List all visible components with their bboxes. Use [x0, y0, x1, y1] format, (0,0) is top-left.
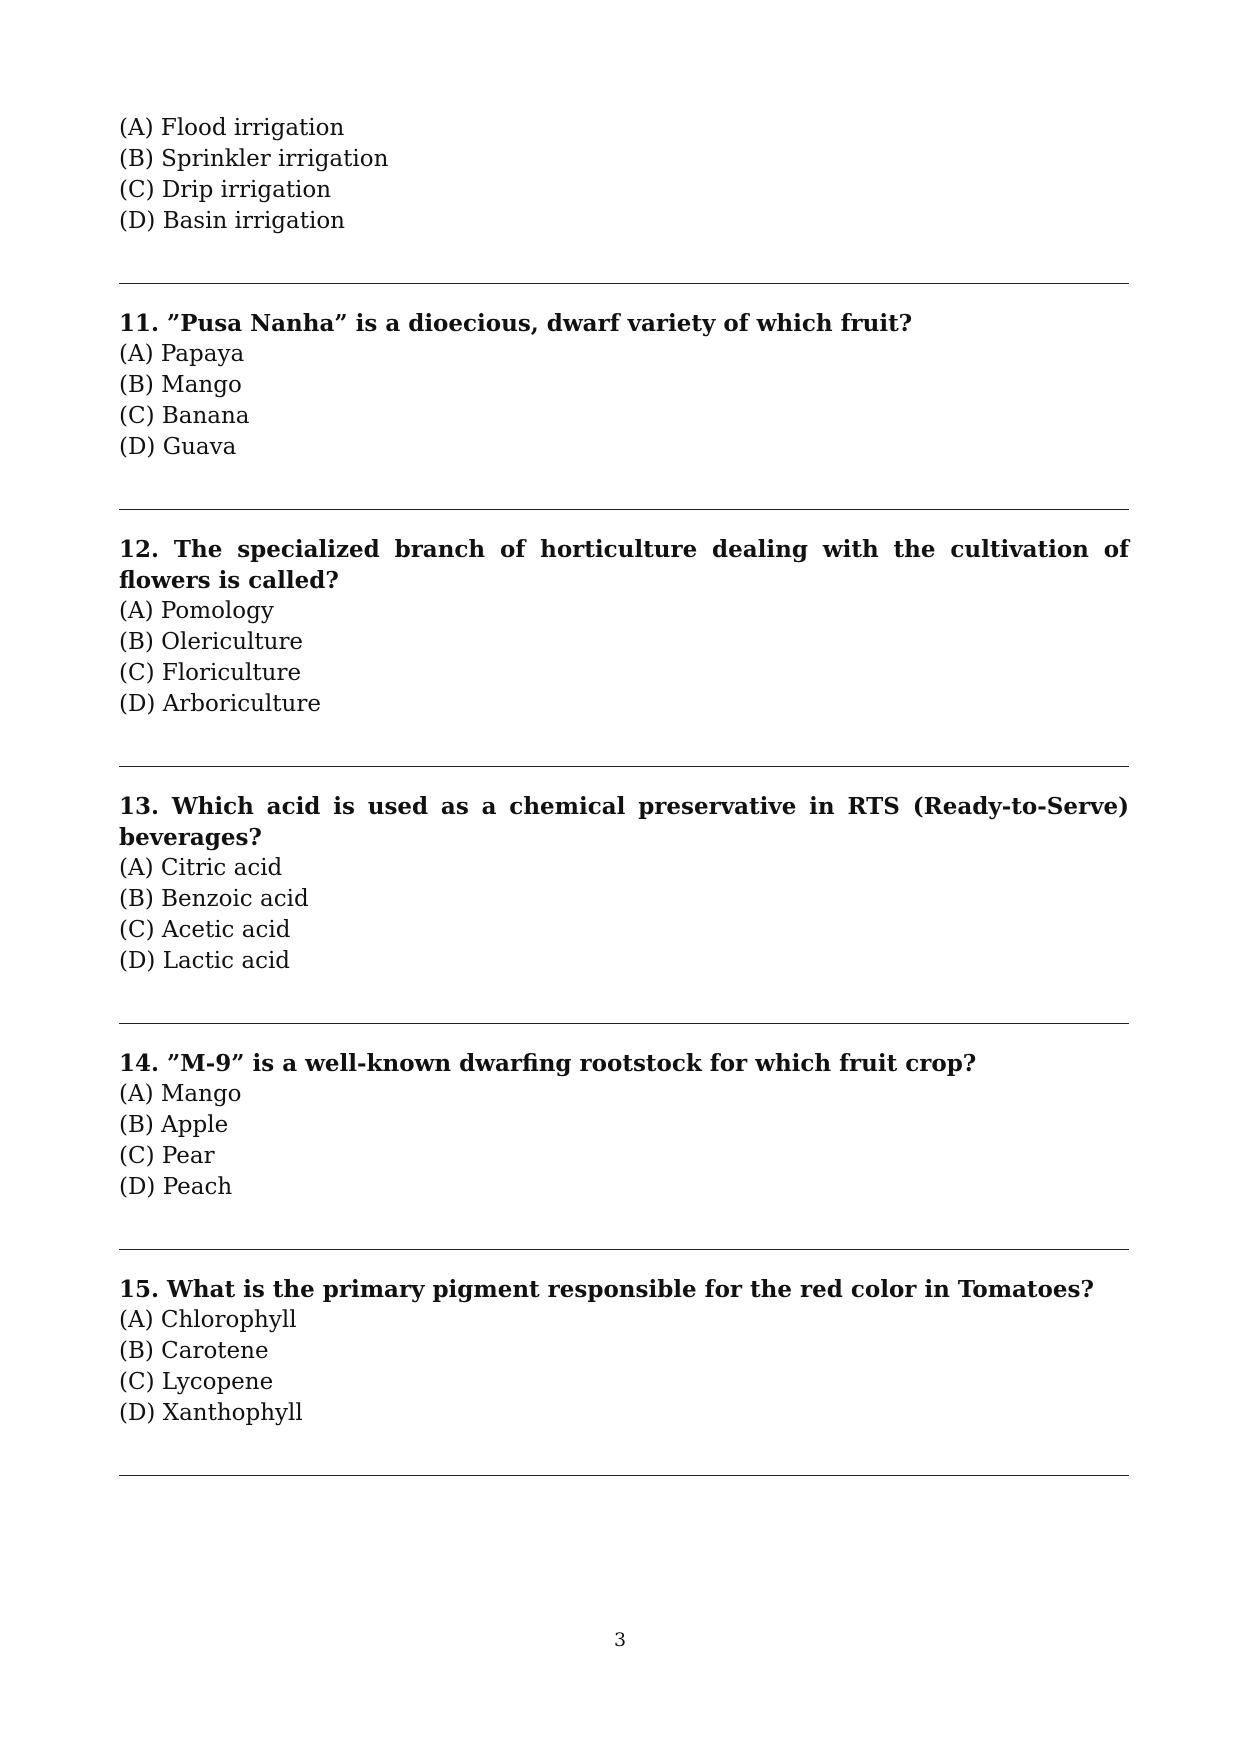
option-c: (C) Acetic acid: [119, 917, 291, 943]
page-number: 3: [613, 1629, 627, 1651]
option-a: (A) Papaya: [119, 341, 245, 367]
option-a: (A) Pomology: [119, 598, 274, 624]
option-a: (A) Chlorophyll: [119, 1307, 297, 1333]
separator-rule: [119, 1249, 1129, 1250]
option-a: (A) Mango: [119, 1081, 242, 1107]
option-d: (D) Peach: [119, 1174, 233, 1200]
question-15: [119, 1274, 1129, 1429]
separator-rule: [119, 1475, 1129, 1476]
question-11: [119, 308, 1129, 463]
option-d: (D) Arboriculture: [119, 691, 321, 717]
option-b: (B) Benzoic acid: [119, 886, 309, 912]
separator-rule: [119, 766, 1129, 767]
option-b: (B) Carotene: [119, 1338, 269, 1364]
option-b: (B) Apple: [119, 1112, 229, 1138]
option-a: (A) Citric acid: [119, 855, 283, 881]
option-b: (B) Mango: [119, 372, 242, 398]
question-text: 15. What is the primary pigment responsible for the red color in Tomatoes?: [119, 1276, 1094, 1303]
option-d: (D) Lactic acid: [119, 948, 291, 974]
option-c: (C) Floriculture: [119, 660, 302, 686]
question-14: [119, 1048, 1129, 1203]
option-d: (D) Xanthophyll: [119, 1400, 303, 1426]
option-b: (B) Sprinkler irrigation: [119, 146, 389, 172]
page-content: [119, 113, 1129, 1500]
question-10-continued: [119, 113, 1129, 237]
option-c: (C) Drip irrigation: [119, 177, 332, 203]
separator-rule: [119, 509, 1129, 510]
option-d: (D) Guava: [119, 434, 237, 460]
question-text: 14. ”M-9” is a well-known dwarfing rootstock for which fruit crop?: [119, 1050, 977, 1077]
question-13: [119, 791, 1129, 977]
question-text: 12. The specialized branch of horticulture dealing with the cultivation of flowers is called?: [119, 536, 1129, 594]
question-12: [119, 534, 1129, 720]
option-c: (C) Pear: [119, 1143, 215, 1169]
option-d: (D) Basin irrigation: [119, 208, 345, 234]
option-c: (C) Lycopene: [119, 1369, 274, 1395]
question-text: 13. Which acid is used as a chemical preservative in RTS (Ready-to-Serve) beverages?: [119, 793, 1129, 851]
separator-rule: [119, 283, 1129, 284]
option-b: (B) Olericulture: [119, 629, 304, 655]
option-a: (A) Flood irrigation: [119, 115, 345, 141]
question-text: 11. ”Pusa Nanha” is a dioecious, dwarf variety of which fruit?: [119, 310, 913, 337]
separator-rule: [119, 1023, 1129, 1024]
option-c: (C) Banana: [119, 403, 250, 429]
